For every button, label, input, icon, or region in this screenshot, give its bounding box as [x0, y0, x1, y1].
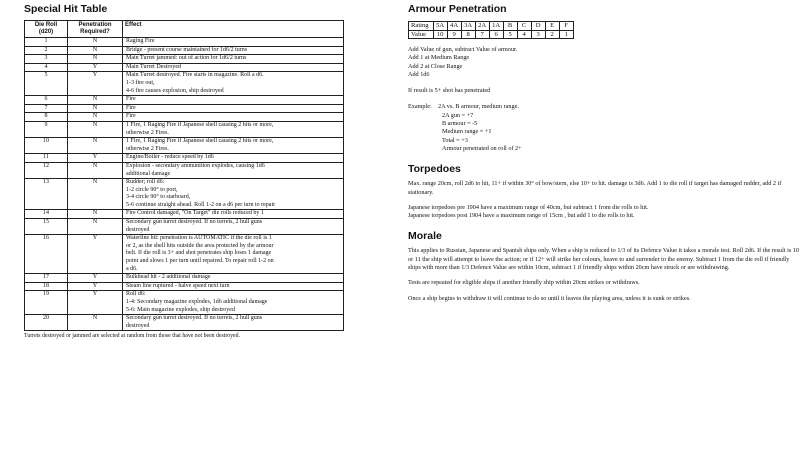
table-row	[25, 219, 344, 235]
armour-rating-cell: D	[531, 22, 545, 31]
armour-add-line: Add 1d6	[408, 70, 430, 78]
effect-line: Waterline hit: penetration is AUTOMATIC if the die roll is 1	[126, 235, 272, 242]
armour-value-cell: 5	[503, 30, 517, 39]
effect-line: Fire	[126, 96, 136, 103]
penetration-cell: Y	[68, 235, 123, 274]
penetration-cell: N	[68, 315, 123, 331]
effect-line: 1-4: Secondary magazine explodes, 1d6 additional damage	[126, 299, 268, 305]
effect-cell	[123, 113, 344, 122]
penetration-cell: N	[68, 46, 123, 55]
armour-rating-cell: B	[503, 22, 517, 31]
example-line: 2A vs. B armour, medium range.	[438, 103, 519, 111]
penetration-cell: N	[68, 55, 123, 64]
effect-cell	[123, 121, 344, 137]
die-roll-cell: 12	[25, 162, 68, 178]
table-row	[25, 63, 344, 72]
torpedoes-title: Torpedoes	[408, 163, 461, 176]
armour-title: Armour Penetration	[408, 3, 507, 15]
die-roll-cell: 4	[25, 63, 68, 72]
armour-add-list	[408, 46, 800, 79]
effect-line: belt. If die roll is 3+ and shot penetrates ship loses 1 damage	[126, 250, 272, 257]
effect-line: 5-6: Main magazine explodes, ship destroyed	[126, 306, 235, 313]
effect-cell	[123, 315, 344, 331]
effect-cell	[123, 46, 344, 55]
effect-cell	[123, 235, 344, 274]
morale-title: Morale	[408, 230, 442, 243]
effect-cell	[123, 96, 344, 105]
penetration-cell: Y	[68, 282, 123, 291]
armour-result-text: If result is 5+ shot has penetrated	[408, 87, 491, 95]
armour-add-line: Add 2 at Close Range	[408, 62, 463, 70]
table-row	[25, 96, 344, 105]
effect-cell	[123, 55, 344, 64]
effect-line: Roll d6:	[126, 291, 146, 298]
effect-cell	[123, 63, 344, 72]
table-row	[25, 235, 344, 274]
effect-line: Fire	[126, 104, 136, 111]
penetration-cell: Y	[68, 291, 123, 315]
penetration-cell: N	[68, 179, 123, 210]
effect-line: otherwise 2 Fires.	[126, 145, 169, 152]
die-roll-cell: 5	[25, 72, 68, 96]
die-roll-cell: 19	[25, 291, 68, 315]
morale-paragraph: Tests are repeated for eligible ships if another friendly ship within 20cm strikes or withdraws.	[408, 279, 640, 287]
example-line: Medium range = +1	[442, 128, 492, 136]
armour-example	[408, 103, 800, 153]
table-row	[25, 179, 344, 210]
effect-line: 1-2 circle 90° to port,	[126, 186, 178, 193]
penetration-cell: N	[68, 138, 123, 154]
armour-table	[408, 21, 574, 39]
armour-value-row	[409, 30, 574, 39]
effect-line: Explosion - secondary ammunition explodes, causing 1d6	[126, 162, 265, 169]
effect-cell	[123, 38, 344, 47]
effect-line: otherwise 2 Fires.	[126, 129, 169, 136]
rating-label: Rating	[409, 22, 434, 31]
die-roll-cell: 6	[25, 96, 68, 105]
table-row	[25, 113, 344, 122]
special-hit-table-body	[25, 38, 344, 331]
die-roll-cell: 10	[25, 138, 68, 154]
armour-value-cell: 10	[433, 30, 447, 39]
die-roll-cell: 16	[25, 235, 68, 274]
effect-line: Main Turret destroyed. Fire starts in magazine. Roll a d6.	[126, 72, 264, 79]
die-roll-cell: 2	[25, 46, 68, 55]
effect-line: Rudder; roll d6:	[126, 179, 165, 186]
effect-line: destroyed	[126, 322, 150, 329]
armour-rating-cell: C	[517, 22, 531, 31]
penetration-cell: Y	[68, 72, 123, 96]
penetration-cell: N	[68, 162, 123, 178]
effect-line: 1 Fire, 1 Raging Fire if Japanese shell causing 2 hits or more,	[126, 121, 274, 128]
die-roll-cell: 9	[25, 121, 68, 137]
die-roll-cell: 15	[25, 219, 68, 235]
die-roll-cell: 18	[25, 282, 68, 291]
example-line: 2A gun = +7	[442, 111, 474, 119]
table-footnote: Turrets destroyed or jammed are selected at random from those that have not been destroyed.	[24, 333, 240, 340]
effect-cell	[123, 72, 344, 96]
die-roll-cell: 8	[25, 113, 68, 122]
penetration-cell: N	[68, 210, 123, 219]
die-roll-cell: 3	[25, 55, 68, 64]
special-hit-table	[24, 20, 344, 331]
effect-line: Engine/Boiler - reduce speed by 1d6	[126, 154, 214, 161]
effect-line: 3-4 circle 90° to starboard,	[126, 194, 191, 201]
header-penetration: Penetration Required?	[68, 21, 123, 38]
penetration-cell: N	[68, 113, 123, 122]
morale-paragraph: This applies to Russian, Japanese and Spanish ships only. When a ship is reduced to 1/3 of its Defence Value it takes a morale test. Roll 2d6. If the result is 10 or 11 the ship will attempt to leave the action; or if 12+ will strike her colours, heave to and surrender to the enemy. Subtract 1 from the die roll if friendly ships with more than 1/3 Defence Value are within 10cm, subtract 1 if friendly ships within 20cm have struck or are withdrawing.	[408, 247, 799, 272]
special-hit-title: Special Hit Table	[24, 3, 108, 15]
die-roll-cell: 7	[25, 104, 68, 113]
armour-value-cell: 6	[489, 30, 503, 39]
armour-rating-cell: F	[559, 22, 573, 31]
effect-cell	[123, 154, 344, 163]
effect-line: or 2, as the shell hits outside the area protected by the armour	[126, 242, 274, 249]
effect-line: Bulkhead hit - 2 additional damage	[126, 274, 211, 281]
table-row	[25, 291, 344, 315]
armour-rating-cell: 1A	[489, 22, 503, 31]
penetration-cell: N	[68, 219, 123, 235]
die-roll-cell: 14	[25, 210, 68, 219]
effect-cell	[123, 282, 344, 291]
table-row	[25, 104, 344, 113]
example-label: Example:	[408, 103, 432, 111]
header-die-roll: Die Roll (d20)	[25, 21, 68, 38]
penetration-cell: N	[68, 104, 123, 113]
penetration-cell: Y	[68, 63, 123, 72]
armour-add-line: Add Value of gun, subtract Value of armour.	[408, 46, 518, 53]
effect-line: a d6.	[126, 265, 138, 272]
die-roll-cell: 13	[25, 179, 68, 210]
penetration-cell: Y	[68, 274, 123, 283]
penetration-cell: N	[68, 96, 123, 105]
effect-line: point and slows 1 per turn until repaired. To repair roll 1-2 on	[126, 258, 274, 265]
table-row	[25, 274, 344, 283]
torpedoes-paragraph: Japanese torpedoes pre 1904 have a maximum range of 40cm, but subtract 1 from die rolls to hit.	[408, 203, 649, 211]
effect-line: Secondary gun turret destroyed. If no turrets, 2 hull guns	[126, 219, 263, 226]
table-header-row	[25, 21, 344, 38]
example-line: B armour = -5	[442, 120, 478, 128]
effect-cell	[123, 179, 344, 210]
table-row	[25, 138, 344, 154]
table-row	[25, 46, 344, 55]
armour-value-cell: 7	[475, 30, 489, 39]
armour-value-cell: 9	[447, 30, 461, 39]
table-row	[25, 210, 344, 219]
effect-line: Fire	[126, 113, 136, 120]
armour-rating-cell: 4A	[447, 22, 461, 31]
table-row	[25, 72, 344, 96]
die-roll-cell: 1	[25, 38, 68, 47]
effect-cell	[123, 210, 344, 219]
effect-cell	[123, 138, 344, 154]
example-line: Armour penetrated on roll of 2+	[442, 144, 522, 152]
effect-line: Steam line ruptured - halve speed next turn	[126, 282, 230, 289]
value-label: Value	[409, 30, 434, 39]
effect-line: destroyed	[126, 226, 150, 233]
table-row	[25, 154, 344, 163]
effect-cell	[123, 219, 344, 235]
table-row	[25, 38, 344, 47]
table-row	[25, 162, 344, 178]
effect-line: 5-6 continue straight ahead. Roll 1-2 on a d6 per turn to repair	[126, 201, 276, 208]
penetration-cell: N	[68, 121, 123, 137]
torpedoes-paragraph: Japanese torpedoes post 1904 have a maximum range of 15cm , but add 1 to die rolls to hit.	[408, 212, 635, 220]
armour-value-cell: 8	[461, 30, 475, 39]
effect-cell	[123, 291, 344, 315]
armour-rating-cell: 3A	[461, 22, 475, 31]
table-row	[25, 55, 344, 64]
die-roll-cell: 11	[25, 154, 68, 163]
effect-line: Main Turret jammed: out of action for 1d6/2 turns	[126, 55, 247, 62]
effect-line: Raging Fire	[126, 38, 155, 44]
effect-line: Fire Control damaged, "On Target" die rolls reduced by 1	[126, 210, 264, 217]
die-roll-cell: 17	[25, 274, 68, 283]
armour-rating-cell: 2A	[475, 22, 489, 31]
die-roll-cell: 20	[25, 315, 68, 331]
torpedoes-paragraph: Max. range 20cm, roll 2d6 to hit, 11+ if within 30° of bow/stern, else 10+ to hit. damage is 3d6. Add 1 to die roll if target has damaged rudder, add 2 if stationary.	[408, 180, 782, 196]
armour-value-cell: 4	[517, 30, 531, 39]
armour-add-line: Add 1 at Medium Range	[408, 54, 470, 62]
armour-rating-row	[409, 22, 574, 31]
armour-rating-cell: 5A	[433, 22, 447, 31]
table-row	[25, 315, 344, 331]
rules-column	[408, 3, 800, 303]
armour-rating-cell: E	[545, 22, 559, 31]
example-line: Total = +3	[442, 136, 468, 144]
morale-paragraph: Once a ship begins to withdraw it will continue to do so until it leaves the playing area, unless it is sunk or strikes.	[408, 294, 691, 302]
special-hit-section	[24, 3, 344, 339]
penetration-cell: N	[68, 38, 123, 47]
armour-value-cell: 2	[545, 30, 559, 39]
effect-cell	[123, 104, 344, 113]
effect-cell	[123, 274, 344, 283]
table-row	[25, 121, 344, 137]
penetration-cell: Y	[68, 154, 123, 163]
effect-line: 4-6 fire causes explosion, ship destroyed	[126, 87, 224, 94]
armour-value-cell: 1	[559, 30, 573, 39]
effect-line: Bridge - present course maintained for 1d6/2 turns	[126, 46, 248, 53]
header-effect: Effect	[123, 21, 344, 38]
effect-line: additional damage	[126, 170, 171, 177]
effect-line: Secondary gun turret destroyed. If no turrets, 2 hull guns	[126, 315, 263, 322]
effect-line: 1 Fire, 1 Raging Fire if Japanese shell causing 2 hits or more,	[126, 138, 274, 145]
armour-value-cell: 3	[531, 30, 545, 39]
table-row	[25, 282, 344, 291]
effect-line: Main Turret Destroyed	[126, 63, 181, 70]
effect-cell	[123, 162, 344, 178]
effect-line: 1-3 fire out,	[126, 79, 155, 86]
